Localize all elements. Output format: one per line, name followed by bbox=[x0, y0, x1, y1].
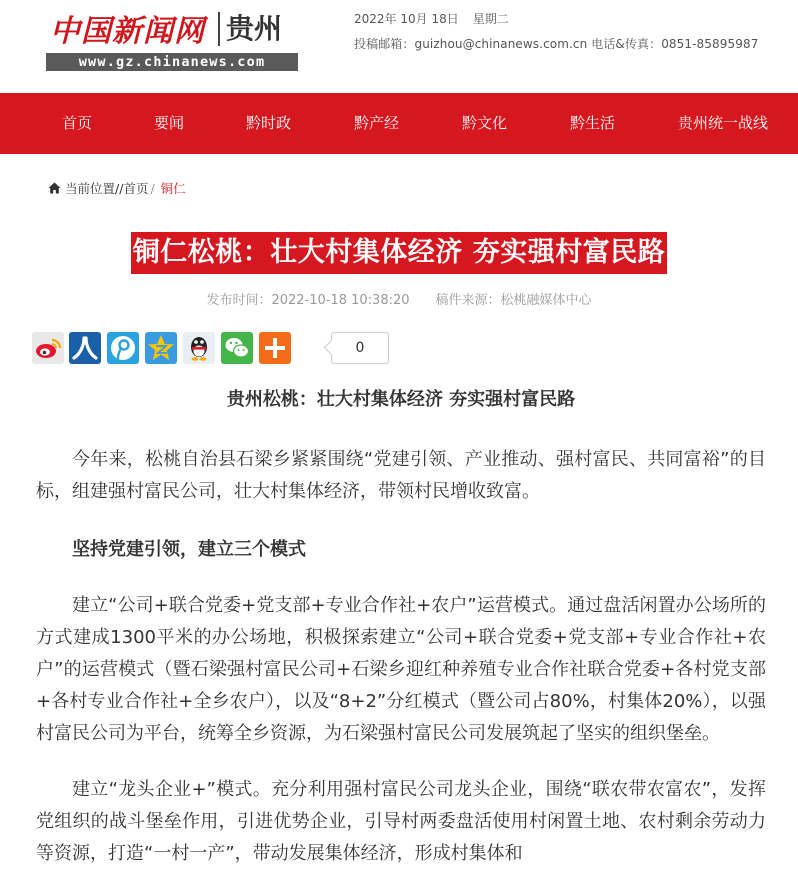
breadcrumb-separator: / bbox=[150, 181, 155, 196]
article-title: 铜仁松桃：壮大村集体经济 夯实强村富民路 bbox=[131, 232, 667, 274]
qq-icon[interactable] bbox=[183, 332, 215, 364]
site-header bbox=[0, 0, 798, 93]
paragraph-3: 建立“龙头企业+”模式。充分利用强村富民公司龙头企业，围绕“联农带农富农”，发挥党组织的战斗堡垒作用，引进优势企业，引导村两委盘活使用村闲置土地、农村剩余劳动力等资源，打造“一村一产”，带动发展集体经济，形成村集体和 bbox=[36, 779, 766, 864]
nav-item-united-front[interactable]: 贵州统一战线 bbox=[678, 114, 769, 132]
nav-item-politics[interactable]: 黔时政 bbox=[246, 114, 292, 132]
nav-item-home[interactable]: 首页 bbox=[62, 114, 93, 132]
paragraph-1: 今年来，松桃自治县石梁乡紧紧围绕“党建引领、产业推动、强村富民、共同富裕”的目标，组建强村富民公司，壮大村集体经济，带领村民增收致富。 bbox=[36, 449, 766, 502]
article-subhead: 贵州松桃：壮大村集体经济 夯实强村富民路 bbox=[226, 389, 576, 410]
breadcrumb bbox=[48, 180, 186, 198]
main-nav bbox=[0, 93, 798, 154]
title-wrap bbox=[0, 232, 798, 274]
weekday-text: 星期二 bbox=[472, 12, 509, 26]
logo-divider bbox=[218, 12, 220, 46]
qzone-icon[interactable] bbox=[145, 332, 177, 364]
date-text: 2022年 10月 18日 bbox=[354, 12, 459, 26]
share-count bbox=[331, 332, 389, 364]
paragraph-2: 建立“公司+联合党委+党支部+专业合作社+农户”运营模式。通过盘活闲置办公场所的方式建成1300平米的办公场地，积极探索建立“公司+联合党委+党支部+专业合作社+农户”的运营模式（暨石梁强村富民公司+石梁乡迎红种养殖专业合作社联合党委+各村党支部+各村专业合作社+全乡农户），以及“8+2”分红模式（暨公司占80%，村集体20%），以强村富民公司为平台，统筹全乡资源，为石梁强村富民公司发展筑起了坚实的组织堡垒。 bbox=[36, 595, 766, 744]
nav-item-news[interactable]: 要闻 bbox=[154, 114, 185, 132]
nav-item-culture[interactable]: 黔文化 bbox=[462, 114, 508, 132]
weibo-icon[interactable] bbox=[32, 332, 64, 364]
renren-icon[interactable] bbox=[69, 332, 101, 364]
breadcrumb-home-link[interactable]: 首页 bbox=[123, 181, 149, 196]
nav-item-life[interactable]: 黔生活 bbox=[570, 114, 616, 132]
article-body bbox=[36, 384, 766, 870]
home-icon bbox=[48, 182, 61, 194]
logo-city-text: 贵州 bbox=[226, 12, 283, 45]
article-source: 稿件来源：松桃融媒体中心 bbox=[435, 293, 592, 308]
header-date bbox=[354, 10, 523, 27]
header-contact: 投稿邮箱：guizhou@chinanews.com.cn 电话&传真：0851-85895987 bbox=[354, 37, 759, 51]
breadcrumb-label: 当前位置// bbox=[65, 181, 124, 196]
logo-main-text: 中国新闻网 bbox=[50, 14, 205, 49]
tqq-icon[interactable] bbox=[107, 332, 139, 364]
article-meta bbox=[0, 289, 798, 308]
logo-url-text: www.gz.chinanews.com bbox=[46, 53, 298, 71]
nav-item-economy[interactable]: 黔产经 bbox=[354, 114, 400, 132]
more-icon[interactable] bbox=[259, 332, 291, 364]
site-logo[interactable] bbox=[46, 6, 298, 72]
publish-time: 发布时间：2022-10-18 10:38:20 bbox=[206, 293, 410, 308]
section-heading-1: 坚持党建引领，建立三个模式 bbox=[72, 539, 306, 560]
share-count-value: 0 bbox=[355, 340, 365, 356]
breadcrumb-current-link[interactable]: 铜仁 bbox=[160, 181, 186, 196]
wechat-icon[interactable] bbox=[221, 332, 253, 364]
